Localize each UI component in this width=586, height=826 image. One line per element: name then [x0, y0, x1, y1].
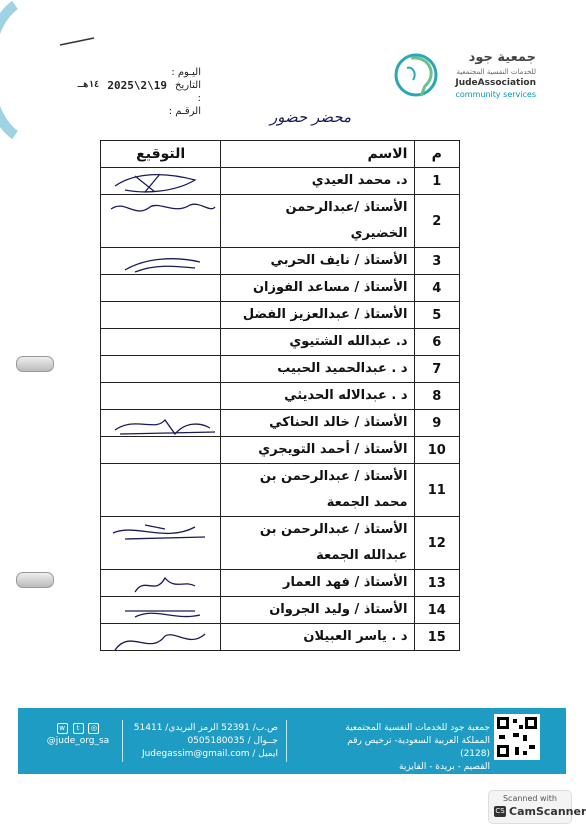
camscanner-badge — [488, 790, 586, 824]
contact-line-3: ايميل / Judegassim@gmail.com — [141, 749, 278, 759]
binder-ring-bottom — [16, 572, 54, 588]
signature-scribble — [105, 626, 217, 652]
number-label: الرقـم : — [168, 106, 201, 117]
header-name: الاسم — [221, 141, 414, 168]
attendee-name: الأستاذ / عبدالعزيز الفضل — [221, 302, 414, 329]
table-row — [101, 597, 460, 624]
row-number: 8 — [414, 383, 460, 410]
table-row — [101, 464, 460, 517]
signature-scribble — [105, 197, 217, 223]
handwritten-title: محضر حضور — [270, 108, 352, 126]
table-row — [101, 383, 460, 410]
footer-divider — [122, 720, 123, 762]
signature-scribble — [105, 170, 217, 196]
camscanner-icon: CS — [495, 807, 505, 815]
footer-org-info — [320, 722, 490, 774]
signature-scribble — [105, 412, 217, 438]
signature-cell — [101, 597, 221, 624]
footer-social — [38, 722, 118, 748]
table-row — [101, 275, 460, 302]
org-line-3: القصيم - بريدة - الفايزية — [399, 762, 490, 772]
date-label: التاريخ : — [175, 80, 201, 104]
signature-cell — [101, 464, 221, 517]
table-header-row — [101, 141, 460, 168]
table-row — [101, 329, 460, 356]
signature-scribble — [105, 250, 217, 276]
header-signature: التوقيع — [101, 141, 221, 168]
date-row — [77, 79, 201, 105]
instagram-icon: ◎ — [88, 723, 99, 734]
footer-divider — [286, 720, 287, 762]
attendee-name: الأستاذ / مساعد الفوزان — [221, 275, 414, 302]
table-row — [101, 517, 460, 570]
signature-cell — [101, 383, 221, 410]
camscanner-line2: CamScanner — [509, 805, 586, 818]
signature-cell — [101, 356, 221, 383]
signature-cell — [101, 168, 221, 195]
table-row — [101, 248, 460, 275]
signature-cell — [101, 275, 221, 302]
attendee-name: الأستاذ / أحمد التويجري — [221, 437, 414, 464]
signature-cell — [101, 329, 221, 356]
attendee-name: الأستاذ / نايف الحربي — [221, 248, 414, 275]
attendance-table — [100, 140, 460, 651]
row-number: 3 — [414, 248, 460, 275]
signature-cell — [101, 410, 221, 437]
attendee-name: الأستاذ / خالد الحناكي — [221, 410, 414, 437]
row-number: 13 — [414, 570, 460, 597]
day-row — [86, 66, 201, 79]
social-icons — [38, 722, 118, 735]
table-row — [101, 624, 460, 651]
row-number: 6 — [414, 329, 460, 356]
table-row — [101, 570, 460, 597]
table-row — [101, 437, 460, 464]
row-number: 1 — [414, 168, 460, 195]
social-handle: @jude_org_sa — [46, 736, 110, 746]
qr-code — [494, 714, 540, 760]
camscanner-line1: Scanned with — [502, 794, 558, 803]
table-row — [101, 168, 460, 195]
date-prefix: ١٤هـ — [77, 80, 100, 90]
attendee-name: د . عبدالاله الحديثي — [221, 383, 414, 410]
date-value: 19\2\2025 — [107, 79, 168, 92]
row-number: 7 — [414, 356, 460, 383]
signature-scribble — [105, 599, 217, 625]
row-number: 4 — [414, 275, 460, 302]
logo-tagline-en: community services — [455, 90, 536, 99]
logo-name-en: JudeAssociation — [455, 78, 536, 88]
attendee-name: د. عبدالله الشتيوي — [221, 329, 414, 356]
number-row — [86, 105, 201, 118]
row-number: 12 — [414, 517, 460, 570]
org-line-2: المملكة العربية السعودية- ترخيص رقم (2128) — [347, 736, 490, 759]
row-number: 14 — [414, 597, 460, 624]
binder-ring-top — [16, 356, 54, 372]
signature-cell — [101, 248, 221, 275]
signature-cell — [101, 624, 221, 651]
signature-cell — [101, 570, 221, 597]
row-number: 11 — [414, 464, 460, 517]
signature-cell — [101, 302, 221, 329]
head-logo-icon — [391, 46, 446, 104]
table-body — [101, 168, 460, 651]
pen-mark — [58, 36, 98, 48]
attendee-name: الأستاذ /عبدالرحمن الخضيري — [221, 195, 414, 248]
logo-subtitle-ar: للخدمات النفسية المجتمعية — [456, 68, 536, 76]
table-row — [101, 302, 460, 329]
association-logo — [391, 46, 536, 108]
logo-name-ar: جمعية جود — [468, 50, 536, 65]
attendee-name: الأستاذ / وليد الجروان — [221, 597, 414, 624]
twitter-icon: t — [73, 723, 84, 734]
row-number: 9 — [414, 410, 460, 437]
table-row — [101, 356, 460, 383]
row-number: 2 — [414, 195, 460, 248]
signature-scribble — [105, 572, 217, 598]
row-number: 5 — [414, 302, 460, 329]
signature-cell — [101, 437, 221, 464]
whatsapp-icon: w — [57, 723, 68, 734]
table-row — [101, 410, 460, 437]
signature-cell — [101, 195, 221, 248]
binder-arc — [0, 0, 50, 140]
header-fields — [77, 66, 201, 118]
attendee-name: الأستاذ / عبدالرحمن بن محمد الجمعة — [221, 464, 414, 517]
table-row — [101, 195, 460, 248]
contact-line-1: ص.ب/ 52391 الرمز البريدي/ 51411 — [133, 723, 278, 733]
attendee-name: د . عبدالحميد الحبيب — [221, 356, 414, 383]
attendee-name: د. محمد العيدي — [221, 168, 414, 195]
attendee-name: د . ياسر العبيلان — [221, 624, 414, 651]
attendee-name: الأستاذ / فهد العمار — [221, 570, 414, 597]
row-number: 15 — [414, 624, 460, 651]
contact-line-2: جــوال / 0505180035 — [187, 736, 278, 746]
footer-bar — [18, 708, 566, 774]
signature-cell — [101, 517, 221, 570]
signature-scribble — [105, 519, 217, 545]
footer-contact-info — [128, 722, 278, 761]
day-label: اليـوم : — [171, 67, 201, 78]
header-num: م — [414, 141, 460, 168]
attendee-name: الأستاذ / عبدالرحمن بن عبدالله الجمعة — [221, 517, 414, 570]
row-number: 10 — [414, 437, 460, 464]
org-line-1: جمعية جود للخدمات النفسية المجتمعية — [345, 723, 490, 733]
